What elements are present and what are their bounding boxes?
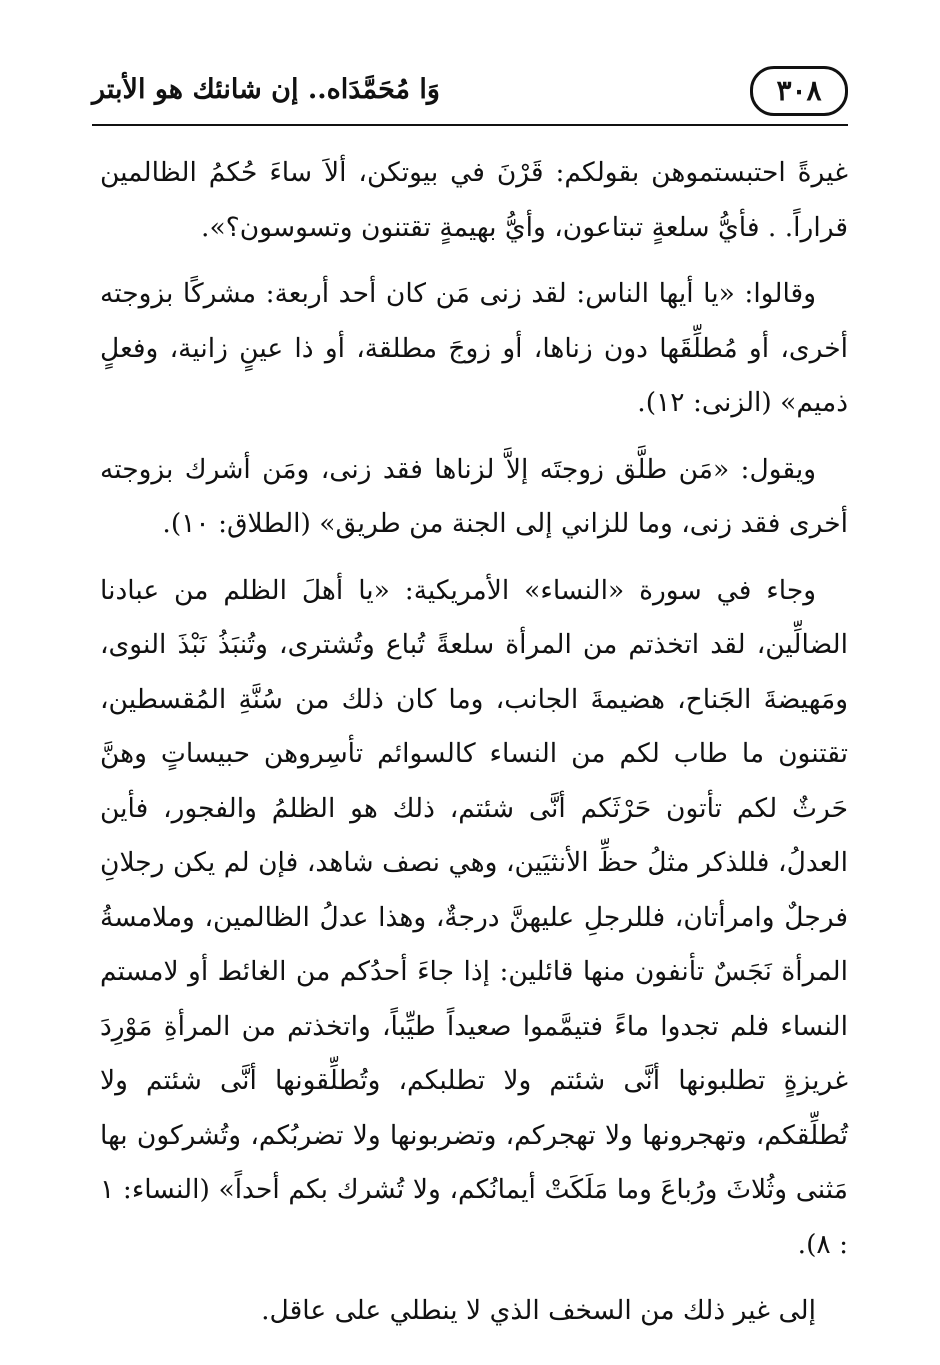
page-number: ٣٠٨ (750, 66, 848, 116)
paragraph: غيرةً احتبستموهن بقولكم: قَرْنَ في بيوتكن، ألاَ ساءَ حُكمُ الظالمين قراراً. . فأيُّ سلعةٍ تبتاعون، وأيُّ بهيمةٍ تقتنون وتسوسون؟». (100, 157, 848, 243)
page-header (92, 62, 848, 126)
running-title: وَا مُحَمَّدَاه.. إن شانئك هو الأبتر (92, 74, 440, 105)
paragraph: وقالوا: «يا أيها الناس: لقد زنى مَن كان أحد أربعة: مشركًا بزوجته أخرى، أو مُطلِّقَها دون زناها، أو زوجَ مطلقة، أو ذا عينٍ زانية، وفعلٍ ذميم» (الزنى: ١٢). (100, 278, 848, 418)
paragraph: إلى غير ذلك من السخف الذي لا ينطلي على عاقل. (261, 1295, 816, 1326)
paragraph: ويقول: «مَن طلَّق زوجتَه إلاَّ لزناها فقد زنى، ومَن أشرك بزوجته أخرى فقد زنى، وما للزاني إلى الجنة من طريق» (الطلاق: ١٠). (100, 453, 848, 539)
paragraph: وجاء في سورة «النساء» الأمريكية: «يا أهلَ الظلم من عبادنا الضالِّين، لقد اتخذتم من المرأة سلعةً تُباع وتُشترى، وتُنبَذُ نَبْذَ النوى، ومَهيضةَ الجَناح، هضيمةَ الجانب، وما كان ذلك من سُنَّةِ المُقسطين، تقتنون ما طاب لكم من النساء كالسوائم تأسِروهن حبيساتٍ وهنَّ حَرثٌ لكم تأتون حَرْثَكم أنَّى شئتم، ذلك هو الظلمُ والفجور، فأين العدلُ، فللذكر مثلُ حظِّ الأنثيَين، وهي نصف شاهد، فإن لم يكن رجلانِ فرجلٌ وامرأتان، فللرجلِ عليهنَّ درجةٌ، وهذا عدلُ الظالمين، وملامسةُ المرأة نَجَسٌ تأنفون منها قائلين: إذا جاءَ أحدُكم من الغائط أو لامستم النساء فلم تجدوا ماءً فتيمَّموا صعيداً طيِّباً، واتخذتم من المرأةِ مَوْرِدَ غريزةٍ تطلبونها أنَّى شئتم ولا تطلبكم، وتُطلِّقونها أنَّى شئتم ولا تُطلِّقكم، وتهجرونها ولا تهجركم، وتضربونها ولا تضربُكم، وتُشركون بها مَثنى وثُلاثَ ورُباعَ وما مَلَكَتْ أيمانُكم، ولا تُشرك بكم أحداً» (النساء: ١ : ٨). (100, 574, 848, 1260)
header-rule (92, 124, 848, 126)
body-text (100, 146, 848, 1351)
